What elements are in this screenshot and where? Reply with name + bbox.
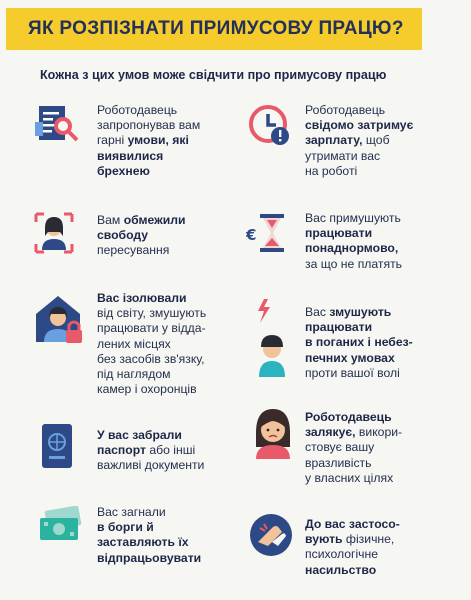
text-line <box>97 551 201 566</box>
text-line <box>97 535 201 550</box>
text-line <box>305 335 413 350</box>
plain-text: на роботі <box>305 163 358 178</box>
bold-text: працювати <box>305 320 373 335</box>
text-line <box>97 103 200 118</box>
text-line <box>305 320 413 335</box>
text-line <box>97 367 206 382</box>
bold-text: в борги й <box>97 520 154 535</box>
bold-text: насильство <box>305 562 377 577</box>
bold-text: обмежили <box>123 213 186 227</box>
document-check-icon <box>33 104 79 146</box>
text-line <box>305 305 413 320</box>
plain-text: Роботодавець <box>97 103 178 117</box>
plain-text: стовує вашу <box>305 440 375 455</box>
bold-text: До вас застосо- <box>305 517 400 531</box>
plain-text: пересування <box>97 243 170 258</box>
bold-text: виявилися <box>97 148 164 163</box>
plain-text: під наглядом <box>97 367 171 382</box>
text-line <box>305 517 400 532</box>
plain-text: від світу, змушують <box>97 306 207 321</box>
plain-text: у власних цілях <box>305 470 394 485</box>
plain-text: камер і охоронців <box>97 382 197 397</box>
bold-text: відпрацьовувати <box>97 550 202 565</box>
text-line <box>305 149 413 164</box>
plain-text: запропонував вам <box>97 118 201 133</box>
text-line <box>305 456 402 471</box>
text-line <box>305 366 413 381</box>
plain-text: проти вашої волі <box>305 365 400 380</box>
plain-text: Вас примушують <box>305 211 401 225</box>
fist-hand-icon <box>248 512 294 558</box>
svg-text:€: € <box>246 226 257 244</box>
bold-text: змушують <box>329 305 392 319</box>
plain-text: психологічне <box>305 547 379 562</box>
clock-alert-icon <box>247 104 293 148</box>
page-subtitle: Кожна з цих умов може свідчити про примусову працю <box>40 68 387 82</box>
text-line <box>97 352 206 367</box>
bold-text: свободу <box>97 228 149 243</box>
text-line <box>305 440 402 455</box>
item-text <box>305 517 400 578</box>
page-title: ЯК РОЗПІЗНАТИ ПРИМУСОВУ ПРАЦЮ? <box>28 18 404 39</box>
text-line <box>305 410 402 425</box>
item-text <box>305 410 402 486</box>
text-line <box>97 321 206 336</box>
text-line <box>97 337 206 352</box>
person-frame-icon <box>34 212 74 254</box>
text-line <box>305 241 402 256</box>
bold-text: вують <box>305 532 343 547</box>
text-line <box>97 520 201 535</box>
bold-text: працювати <box>305 226 373 241</box>
item-text <box>97 103 200 179</box>
bold-text: паспорт <box>97 443 146 458</box>
bold-text: в поганих і небез- <box>305 335 413 350</box>
plain-text: або інші <box>145 443 196 458</box>
text-line <box>97 505 201 520</box>
text-line <box>97 228 186 243</box>
item-text <box>305 305 413 381</box>
text-line <box>97 306 206 321</box>
plain-text: Роботодавець <box>305 103 386 117</box>
item-text <box>305 103 413 179</box>
text-line <box>305 563 400 578</box>
text-line <box>305 118 413 133</box>
plain-text: лених місцях <box>97 336 171 351</box>
plain-text: за що не платять <box>305 256 403 271</box>
text-line <box>305 425 402 440</box>
text-line <box>97 243 186 258</box>
item-text <box>97 505 201 566</box>
text-line <box>305 226 402 241</box>
text-line <box>97 458 204 473</box>
hourglass-euro-icon <box>246 210 290 256</box>
text-line <box>305 532 400 547</box>
text-line <box>97 291 206 306</box>
text-line <box>305 257 402 272</box>
item-text <box>97 213 186 259</box>
bold-text: понаднормово, <box>305 241 399 256</box>
plain-text: щоб <box>362 133 390 148</box>
bold-text: залякує, <box>305 425 356 440</box>
text-line <box>97 382 206 397</box>
plain-text: Вас загнали <box>97 505 166 519</box>
money-icon <box>36 506 84 546</box>
title-banner <box>6 8 422 50</box>
plain-text: Вам <box>97 213 124 227</box>
plain-text: вразливість <box>305 455 372 470</box>
text-line <box>97 133 200 148</box>
bold-text: заставляють їх <box>97 535 189 550</box>
text-line <box>305 211 402 226</box>
plain-text: Вас <box>305 305 330 319</box>
text-line <box>305 164 413 179</box>
text-line <box>97 428 204 443</box>
text-line <box>97 443 204 458</box>
passport-icon <box>40 422 74 470</box>
text-line <box>305 103 413 118</box>
worried-woman-icon <box>250 407 296 459</box>
bold-text: свідомо затримує <box>305 118 414 133</box>
worker-lightning-icon <box>252 297 292 379</box>
bold-text: зарплату, <box>305 133 363 148</box>
item-text <box>97 291 206 397</box>
bold-text: Вас ізолювали <box>97 291 187 305</box>
bold-text: печних умовах <box>305 350 395 365</box>
text-line <box>305 471 402 486</box>
bold-text: У вас забрали <box>97 428 182 442</box>
item-text <box>97 428 204 474</box>
bold-text: брехнею <box>97 163 150 178</box>
plain-text: фізичне, <box>342 532 395 547</box>
bold-text: умови, які <box>127 133 189 148</box>
plain-text: працювати у відда- <box>97 321 206 336</box>
text-line <box>97 149 200 164</box>
plain-text: без засобів зв'язку, <box>97 351 205 366</box>
plain-text: гарні <box>97 133 128 148</box>
text-line <box>305 351 413 366</box>
plain-text: викори- <box>355 425 403 440</box>
bold-text: Роботодавець <box>305 410 392 424</box>
plain-text: утримати вас <box>305 148 381 163</box>
text-line <box>97 213 186 228</box>
item-text <box>305 211 402 272</box>
plain-text: важливі документи <box>97 458 205 473</box>
text-line <box>97 164 200 179</box>
text-line <box>97 118 200 133</box>
text-line <box>305 547 400 562</box>
isolated-person-lock-icon <box>32 292 88 348</box>
text-line <box>305 133 413 148</box>
